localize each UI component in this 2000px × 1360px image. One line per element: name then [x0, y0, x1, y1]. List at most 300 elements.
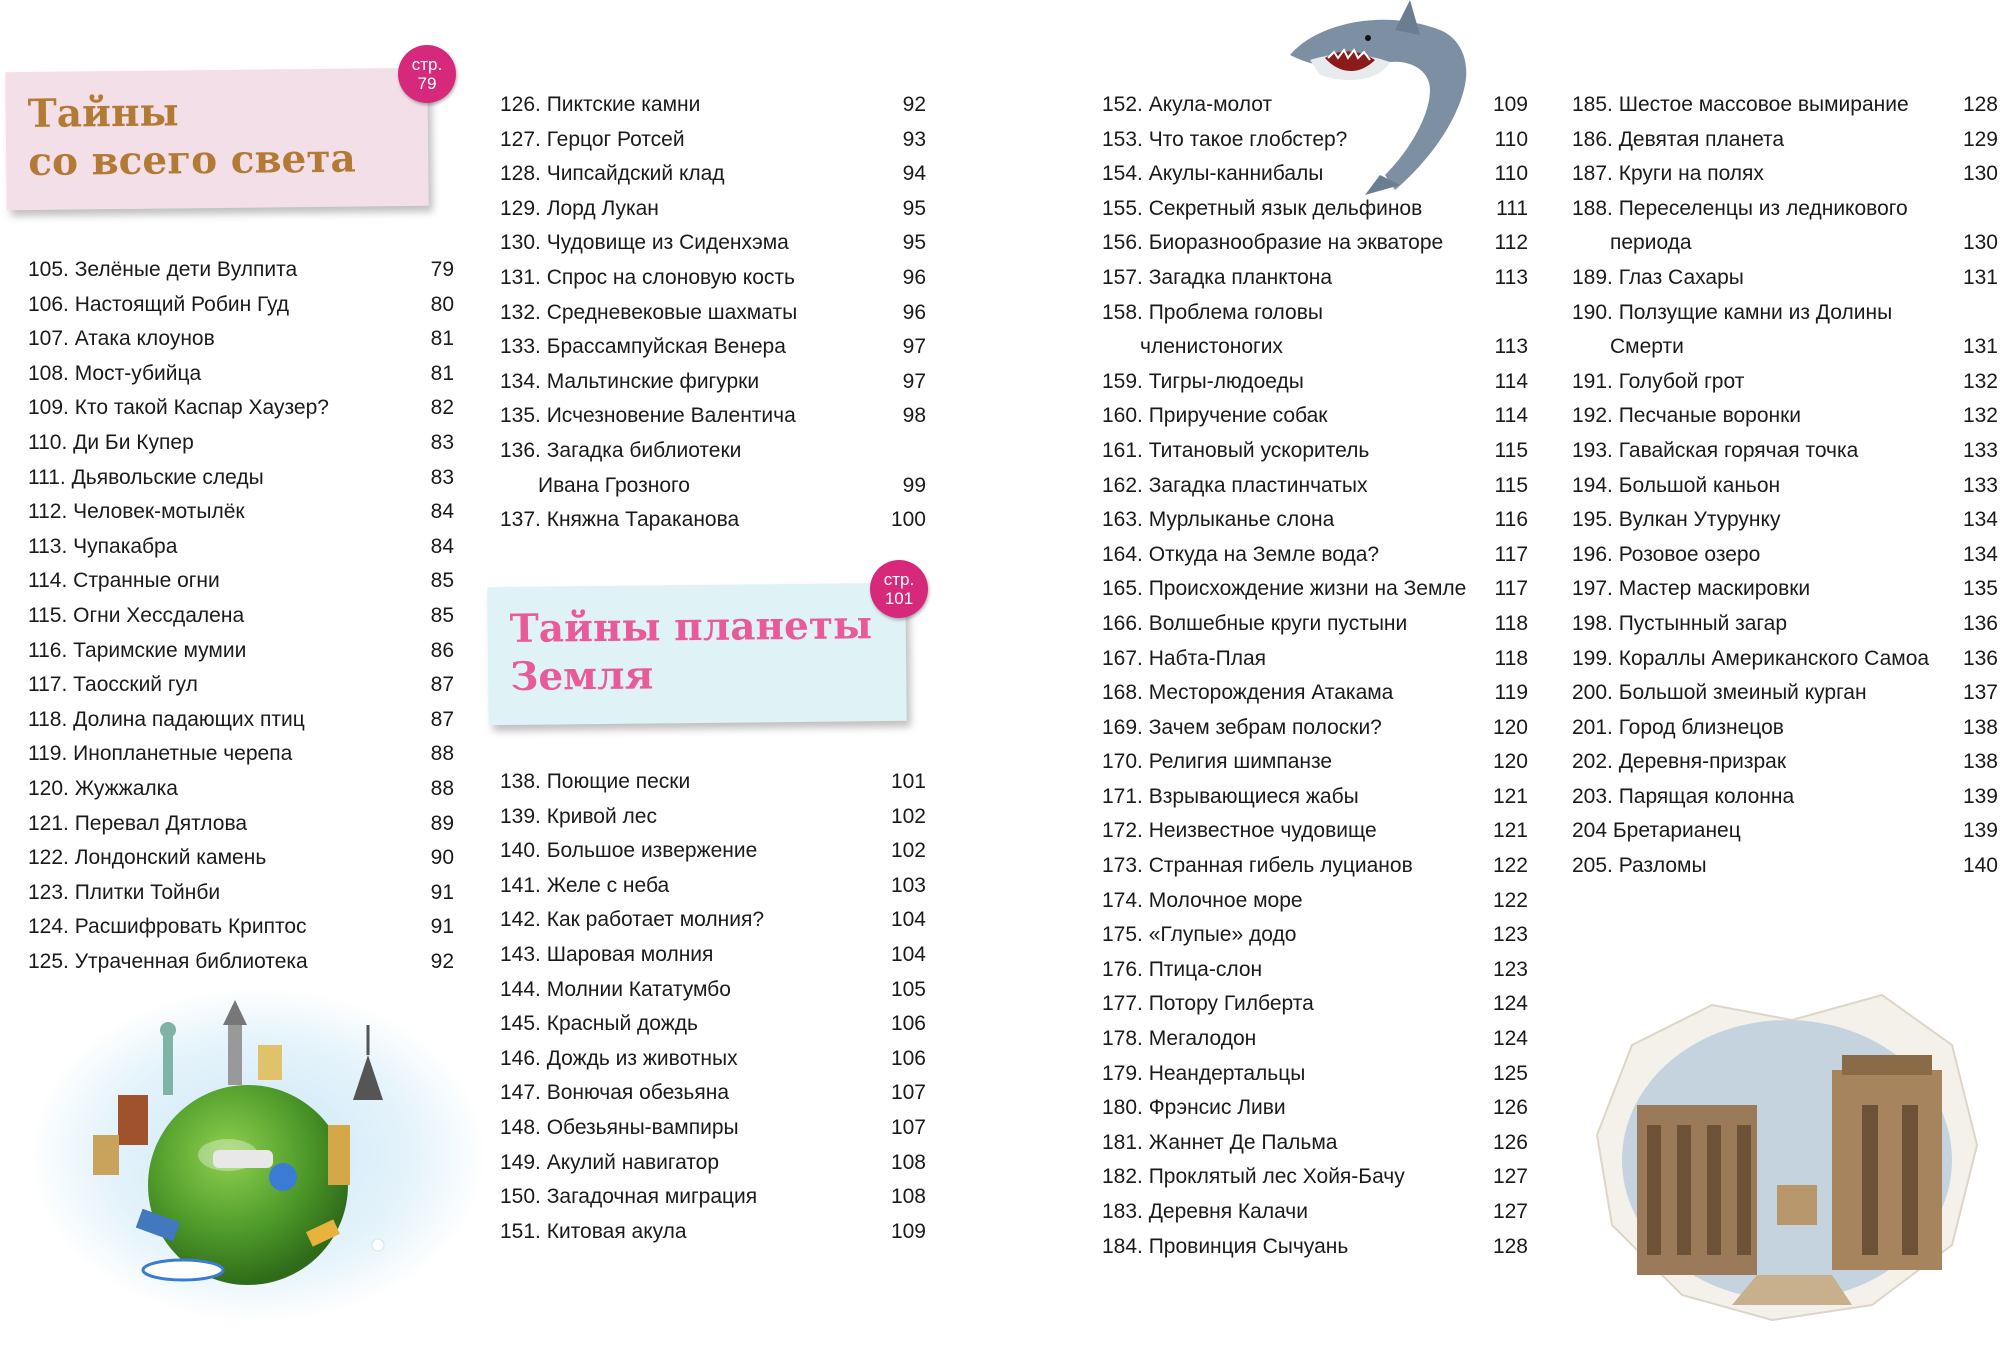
toc-entry	[1102, 1091, 1528, 1126]
toc-entry-title-line1: 203. Парящая колонна	[1572, 784, 1795, 808]
toc-entry-page: 121	[1492, 784, 1528, 808]
toc-entry-title-line1: 149. Акулий навигатор	[500, 1150, 720, 1174]
toc-entry	[500, 800, 926, 835]
toc-entry-page: 99	[902, 473, 926, 497]
toc-entry-title-line1: 142. Как работает молния?	[500, 908, 765, 932]
toc-entry-title-line1: 167. Набта-Плая	[1102, 646, 1267, 670]
toc-entry	[1102, 953, 1528, 988]
toc-entry-title	[28, 737, 414, 772]
toc-entry-page: 132	[1962, 404, 1998, 428]
toc-entry	[1572, 780, 1998, 815]
toc-entry-page: 101	[890, 770, 926, 793]
toc-entry-title-line1: 125. Утраченная библиотека	[28, 949, 308, 973]
page-badge	[398, 45, 456, 103]
toc-entry-page: 91	[430, 915, 454, 939]
toc-entry	[28, 910, 454, 945]
toc-entry	[500, 330, 926, 365]
toc-entry-title	[28, 461, 414, 496]
toc-entry	[500, 434, 926, 503]
toc-entry-title-line2: членистоногих	[1140, 335, 1283, 359]
toc-entry	[500, 1215, 926, 1250]
section-banner-world	[5, 68, 428, 210]
toc-entry	[28, 807, 454, 842]
toc-entry-title-line1: 124. Расшифровать Криптос	[28, 915, 307, 939]
toc-entry	[1572, 538, 1998, 573]
toc-entry-title	[500, 1076, 886, 1111]
toc-entry-title	[1572, 538, 1958, 573]
toc-entry-page: 88	[430, 742, 454, 766]
toc-entry-title-line1: 205. Разломы	[1572, 854, 1707, 878]
toc-entry-title-line1: 130. Чудовище из Сиденхэма	[500, 231, 789, 255]
toc-entry	[500, 365, 926, 400]
toc-entry-title-line1: 150. Загадочная миграция	[500, 1185, 758, 1209]
section-title-line1: Тайны	[27, 89, 179, 137]
toc-entry-title-line1: 131. Спрос на слоновую кость	[500, 265, 795, 289]
toc-entry-page: 107	[890, 1115, 926, 1139]
toc-entry-title-line1: 164. Откуда на Земле вода?	[1102, 542, 1380, 566]
toc-entry-title	[28, 772, 414, 807]
toc-entry-title-line1: 112. Человек-мотылёк	[28, 500, 245, 524]
toc-entry-title-line1: 154. Акулы-каннибалы	[1102, 162, 1324, 186]
toc-entry-title	[1102, 780, 1488, 815]
toc-entry-page: 110	[1494, 127, 1528, 151]
toc-entry	[1102, 884, 1528, 919]
toc-entry	[1102, 1022, 1528, 1057]
toc-entry-title-line1: 128. Чипсайдский клад	[500, 162, 725, 186]
toc-entry-title	[1102, 572, 1488, 607]
toc-entry-title	[500, 88, 886, 123]
toc-entry-page: 122	[1492, 888, 1528, 912]
toc-entry-page: 109	[890, 1219, 926, 1243]
toc-entry	[500, 1146, 926, 1181]
toc-entry-title	[1572, 123, 1958, 158]
toc-entry-title-line1: 134. Мальтинские фигурки	[500, 369, 760, 393]
toc-entry	[500, 261, 926, 296]
toc-entry-page: 124	[1492, 1027, 1528, 1051]
toc-entry	[1102, 676, 1528, 711]
toc-entry-title	[1102, 918, 1488, 953]
toc-entry-page: 140	[1962, 854, 1998, 878]
toc-entry-page: 114	[1494, 369, 1528, 393]
toc-entry-title	[500, 399, 886, 434]
toc-entry-page: 118	[1494, 646, 1528, 670]
toc-entry-page: 115	[1494, 438, 1528, 462]
toc-entry-title-line1: 155. Секретный язык дельфинов	[1102, 196, 1423, 220]
toc-entry-page: 86	[430, 638, 454, 662]
toc-entry	[1572, 572, 1998, 607]
toc-entry-title-line1: 171. Взрывающиеся жабы	[1102, 784, 1359, 808]
toc-entry-page: 134	[1962, 542, 1998, 566]
toc-entry-page: 95	[902, 231, 926, 255]
shark-icon	[1280, 0, 1475, 200]
toc-entry	[1572, 157, 1998, 192]
toc-entry-title-line1: 110. Ди Би Купер	[28, 430, 194, 454]
toc-entry-page: 85	[430, 569, 454, 593]
toc-entry-page: 139	[1962, 784, 1998, 808]
toc-entry-title	[28, 634, 414, 669]
toc-entry-title-line1: 121. Перевал Дятлова	[28, 811, 248, 835]
toc-entry-title-line1: 108. Мост-убийца	[28, 361, 202, 385]
toc-entry-title-line1: 173. Странная гибель луцианов	[1102, 854, 1413, 878]
toc-entry-title-line1: 113. Чупакабра	[28, 534, 178, 558]
toc-entry-page: 115	[1494, 473, 1528, 497]
toc-entry-title	[500, 226, 886, 261]
toc-entry-page: 82	[430, 396, 454, 420]
toc-entry	[1102, 503, 1528, 538]
toc-entry-page: 80	[430, 292, 454, 316]
toc-entry	[1102, 745, 1528, 780]
toc-entry	[1572, 607, 1998, 642]
toc-entry	[28, 737, 454, 772]
toc-entry	[28, 945, 454, 980]
toc-entry-page: 97	[902, 369, 926, 393]
toc-entry-title	[1102, 711, 1488, 746]
toc-entry-page: 92	[902, 93, 926, 116]
toc-entry	[500, 123, 926, 158]
toc-entry-title-line1: 133. Брассампуйская Венера	[500, 335, 786, 359]
toc-entry-title	[1102, 1195, 1488, 1230]
toc-entry-title	[1572, 469, 1958, 504]
toc-entry-title-line1: 107. Атака клоунов	[28, 327, 215, 351]
toc-entry-page: 133	[1962, 473, 1998, 497]
toc-entry-page: 100	[890, 508, 926, 532]
toc-entry-title	[500, 503, 886, 538]
toc-entry-title	[28, 945, 414, 980]
toc-entry-page: 108	[890, 1150, 926, 1174]
toc-entry-title	[500, 123, 886, 158]
toc-entry-title	[1102, 884, 1488, 919]
toc-column-1	[28, 253, 454, 979]
toc-entry	[1102, 365, 1528, 400]
toc-entry-title	[1572, 711, 1958, 746]
toc-entry-page: 121	[1492, 819, 1528, 843]
toc-entry-title-line1: 187. Круги на полях	[1572, 162, 1764, 186]
toc-entry-title-line1: 143. Шаровая молния	[500, 942, 714, 966]
toc-entry-title	[500, 157, 886, 192]
toc-entry-title	[28, 564, 414, 599]
toc-entry-page: 136	[1962, 611, 1998, 635]
toc-entry-page: 113	[1494, 335, 1528, 359]
toc-entry-page: 117	[1494, 542, 1528, 566]
toc-entry-title	[500, 834, 886, 869]
toc-entry-title	[1102, 1160, 1488, 1195]
toc-entry-title-line1: 146. Дождь из животных	[500, 1046, 738, 1070]
toc-entry-title	[500, 296, 886, 331]
toc-entry-page: 89	[430, 811, 454, 835]
toc-column-2a	[500, 88, 926, 538]
toc-entry-title-line1: 152. Акула-молот	[1102, 93, 1273, 116]
toc-entry	[28, 634, 454, 669]
toc-entry-title-line1: 196. Розовое озеро	[1572, 542, 1761, 566]
toc-entry	[1102, 572, 1528, 607]
toc-entry	[28, 357, 454, 392]
toc-entry	[1102, 780, 1528, 815]
toc-entry-title	[1102, 987, 1488, 1022]
toc-entry-title-line1: 170. Религия шимпанзе	[1102, 750, 1333, 774]
toc-entry-title-line1: 176. Птица-слон	[1102, 957, 1263, 981]
toc-entry-page: 93	[902, 127, 926, 151]
toc-entry	[28, 841, 454, 876]
toc-entry	[1102, 814, 1528, 849]
toc-entry-title-line1: 138. Поющие пески	[500, 770, 691, 793]
toc-entry-title-line2: Ивана Грозного	[538, 473, 690, 497]
toc-entry-page: 130	[1962, 231, 1998, 255]
toc-entry	[1102, 296, 1528, 365]
toc-entry	[1102, 1057, 1528, 1092]
toc-entry-page: 83	[430, 430, 454, 454]
toc-entry-title-line1: 198. Пустынный загар	[1572, 611, 1787, 635]
toc-entry-title-line1: 148. Обезьяны-вампиры	[500, 1115, 739, 1139]
toc-entry	[500, 226, 926, 261]
toc-entry-title	[1572, 261, 1958, 296]
toc-entry-page: 123	[1492, 923, 1528, 947]
toc-entry-page: 113	[1494, 265, 1528, 289]
toc-entry	[1102, 1230, 1528, 1265]
toc-entry-title-line1: 106. Настоящий Робин Гуд	[28, 292, 290, 316]
toc-entry-title-line1: 157. Загадка планктона	[1102, 265, 1333, 289]
toc-entry	[500, 834, 926, 869]
toc-entry-title-line1: 117. Таосский гул	[28, 673, 198, 697]
toc-entry-title-line1: 201. Город близнецов	[1572, 715, 1784, 739]
toc-entry-title-line1: 177. Потору Гилберта	[1102, 992, 1314, 1016]
toc-entry-title-line1: 204 Бретарианец	[1572, 819, 1741, 843]
toc-entry-title-line1: 160. Приручение собак	[1102, 404, 1328, 428]
toc-entry-page: 106	[890, 1012, 926, 1036]
toc-entry-page: 88	[430, 776, 454, 800]
toc-entry-title-line1: 185. Шестое массовое вымирание	[1572, 93, 1909, 116]
toc-entry-title-line1: 119. Инопланетные черепа	[28, 742, 293, 766]
toc-entry-page: 108	[890, 1185, 926, 1209]
toc-entry-title	[28, 253, 414, 288]
toc-entry-page: 126	[1492, 1130, 1528, 1154]
toc-entry-title	[1102, 1057, 1488, 1092]
toc-column-3	[1102, 88, 1528, 1264]
toc-entry	[1572, 745, 1998, 780]
toc-entry	[1572, 261, 1998, 296]
toc-entry-title	[1102, 469, 1488, 504]
toc-entry-title-line1: 135. Исчезновение Валентича	[500, 404, 796, 428]
toc-entry-page: 138	[1962, 750, 1998, 774]
toc-entry-title	[1572, 399, 1958, 434]
toc-entry-title-line1: 184. Провинция Сычуань	[1102, 1234, 1349, 1258]
toc-entry-title-line1: 156. Биоразнообразие на экваторе	[1102, 231, 1444, 255]
toc-entry-title-line1: 115. Огни Хессдалена	[28, 603, 245, 627]
toc-entry-page: 92	[430, 949, 454, 973]
toc-entry-title	[28, 357, 414, 392]
toc-entry-title-line1: 136. Загадка библиотеки	[500, 438, 742, 462]
badge-label: стр.	[883, 570, 915, 589]
toc-entry-page: 128	[1492, 1234, 1528, 1258]
toc-entry-title	[500, 938, 886, 973]
toc-entry-title-line1: 188. Переселенцы из ледникового	[1572, 196, 1908, 220]
toc-entry-title	[1572, 296, 1958, 365]
toc-entry-page: 129	[1962, 127, 1998, 151]
toc-entry-title	[1102, 296, 1488, 365]
toc-entry-title	[1102, 676, 1488, 711]
toc-entry-title-line1: 172. Неизвестное чудовище	[1102, 819, 1377, 843]
toc-entry-page: 125	[1492, 1061, 1528, 1085]
toc-entry	[500, 88, 926, 123]
toc-entry	[500, 765, 926, 800]
badge-page: 79	[417, 74, 437, 93]
toc-entry-page: 116	[1494, 508, 1528, 532]
toc-entry-page: 81	[430, 327, 454, 351]
toc-entry	[1102, 399, 1528, 434]
toc-entry-page: 87	[430, 673, 454, 697]
toc-entry-page: 137	[1962, 681, 1998, 705]
toc-entry	[28, 772, 454, 807]
toc-entry-title-line1: 109. Кто такой Каспар Хаузер?	[28, 396, 329, 420]
toc-entry	[28, 461, 454, 496]
toc-entry-title	[500, 1215, 886, 1250]
toc-entry-title-line1: 118. Долина падающих птиц	[28, 707, 305, 731]
badge-label: стр.	[411, 55, 443, 74]
toc-entry-page: 97	[902, 335, 926, 359]
toc-entry	[1572, 88, 1998, 123]
toc-entry-title	[1572, 192, 1958, 261]
toc-entry-title	[500, 1007, 886, 1042]
toc-entry-page: 118	[1494, 611, 1528, 635]
toc-entry-page: 95	[902, 196, 926, 220]
toc-entry-page: 127	[1492, 1200, 1528, 1223]
toc-entry-title-line1: 132. Средневековые шахматы	[500, 300, 798, 324]
toc-entry	[500, 1111, 926, 1146]
toc-entry-title	[1102, 226, 1488, 261]
toc-entry-page: 133	[1962, 438, 1998, 462]
toc-entry-title	[1102, 365, 1488, 400]
toc-entry-title	[28, 841, 414, 876]
toc-entry-title	[1102, 538, 1488, 573]
toc-entry-title	[1572, 434, 1958, 469]
toc-entry-title	[500, 1042, 886, 1077]
toc-entry-title-line1: 186. Девятая планета	[1572, 127, 1785, 151]
toc-entry-page: 124	[1492, 992, 1528, 1016]
toc-entry-title-line1: 181. Жаннет Де Пальма	[1102, 1130, 1338, 1154]
toc-entry-title-line1: 194. Большой каньон	[1572, 473, 1781, 497]
toc-entry-title	[1102, 814, 1488, 849]
toc-entry-title	[500, 973, 886, 1008]
toc-entry	[28, 426, 454, 461]
toc-entry-title-line1: 182. Проклятый лес Хойя-Бачу	[1102, 1165, 1405, 1189]
toc-entry	[28, 876, 454, 911]
toc-entry-title	[1572, 572, 1958, 607]
toc-entry-page: 96	[902, 300, 926, 324]
toc-entry	[1572, 434, 1998, 469]
toc-entry-title	[500, 869, 886, 904]
toc-entry	[1102, 918, 1528, 953]
toc-entry-page: 131	[1962, 265, 1998, 289]
toc-entry-title-line1: 163. Мурлыканье слона	[1102, 508, 1335, 532]
ancient-temple-icon	[1592, 985, 1982, 1325]
toc-entry-title	[28, 530, 414, 565]
toc-entry	[1572, 296, 1998, 365]
toc-entry-page: 104	[890, 942, 926, 966]
toc-entry-title	[1102, 953, 1488, 988]
toc-entry-title-line1: 127. Герцог Ротсей	[500, 127, 685, 151]
toc-entry	[1102, 849, 1528, 884]
badge-page: 101	[884, 589, 914, 608]
toc-entry	[28, 599, 454, 634]
toc-entry-title-line1: 162. Загадка пластинчатых	[1102, 473, 1368, 497]
section-title	[27, 68, 428, 186]
toc-entry-page: 138	[1962, 715, 1998, 739]
toc-entry-page: 110	[1494, 162, 1528, 186]
toc-entry	[500, 296, 926, 331]
toc-entry-page: 104	[890, 908, 926, 932]
toc-entry-page: 84	[430, 500, 454, 524]
toc-entry	[1102, 987, 1528, 1022]
toc-entry-title-line1: 126. Пиктские камни	[500, 93, 701, 116]
toc-entry-title	[500, 434, 886, 503]
toc-entry-title-line1: 174. Молочное море	[1102, 888, 1303, 912]
toc-entry-title	[28, 288, 414, 323]
toc-entry	[1102, 607, 1528, 642]
toc-entry-page: 111	[1496, 196, 1528, 220]
toc-entry-page: 131	[1962, 335, 1998, 359]
toc-entry-title	[1572, 745, 1958, 780]
toc-entry-page: 112	[1494, 231, 1528, 255]
toc-entry-title	[28, 910, 414, 945]
toc-entry-page: 85	[430, 603, 454, 627]
toc-entry	[500, 1007, 926, 1042]
toc-entry-page: 135	[1962, 577, 1998, 601]
toc-entry-title	[1572, 642, 1958, 677]
toc-entry	[1572, 469, 1998, 504]
toc-entry	[500, 938, 926, 973]
toc-entry	[500, 903, 926, 938]
toc-entry	[1102, 1160, 1528, 1195]
toc-entry-title	[28, 876, 414, 911]
toc-entry-page: 102	[890, 839, 926, 863]
toc-entry-title-line1: 153. Что такое глобстер?	[1102, 127, 1348, 151]
toc-entry	[1572, 192, 1998, 261]
toc-entry-page: 107	[890, 1081, 926, 1105]
toc-entry-title	[1102, 1091, 1488, 1126]
toc-entry-title	[500, 765, 886, 800]
toc-entry-title-line1: 183. Деревня Калачи	[1102, 1200, 1308, 1223]
toc-entry	[1572, 676, 1998, 711]
toc-entry-page: 122	[1492, 854, 1528, 878]
toc-entry-title-line1: 144. Молнии Кататумбо	[500, 977, 731, 1001]
page-badge	[870, 560, 928, 618]
toc-entry-title-line1: 159. Тигры-людоеды	[1102, 369, 1304, 393]
globe-landmarks-icon	[28, 985, 488, 1325]
toc-entry-title	[1102, 1230, 1488, 1265]
toc-entry-title-line1: 114. Странные огни	[28, 569, 220, 593]
toc-entry	[1572, 849, 1998, 884]
toc-entry	[1572, 399, 1998, 434]
toc-entry	[28, 564, 454, 599]
toc-entry-title	[1572, 503, 1958, 538]
toc-entry-title-line1: 193. Гавайская горячая точка	[1572, 438, 1859, 462]
toc-entry-title	[28, 495, 414, 530]
toc-entry-page: 136	[1962, 646, 1998, 670]
toc-entry	[1572, 365, 1998, 400]
toc-entry-title	[500, 903, 886, 938]
toc-entry-title-line1: 189. Глаз Сахары	[1572, 265, 1744, 289]
toc-entry-page: 103	[890, 873, 926, 897]
toc-entry-page: 91	[430, 880, 454, 904]
toc-entry-title	[1102, 1126, 1488, 1161]
toc-entry-title-line1: 137. Княжна Тараканова	[500, 508, 740, 532]
toc-entry-title	[1102, 434, 1488, 469]
toc-entry-title-line1: 179. Неандертальцы	[1102, 1061, 1306, 1085]
toc-entry-title	[28, 807, 414, 842]
toc-entry-title-line1: 192. Песчаные воронки	[1572, 404, 1802, 428]
toc-entry-page: 123	[1492, 957, 1528, 981]
toc-entry-title-line2: периода	[1610, 231, 1692, 255]
toc-entry-page: 134	[1962, 508, 1998, 532]
